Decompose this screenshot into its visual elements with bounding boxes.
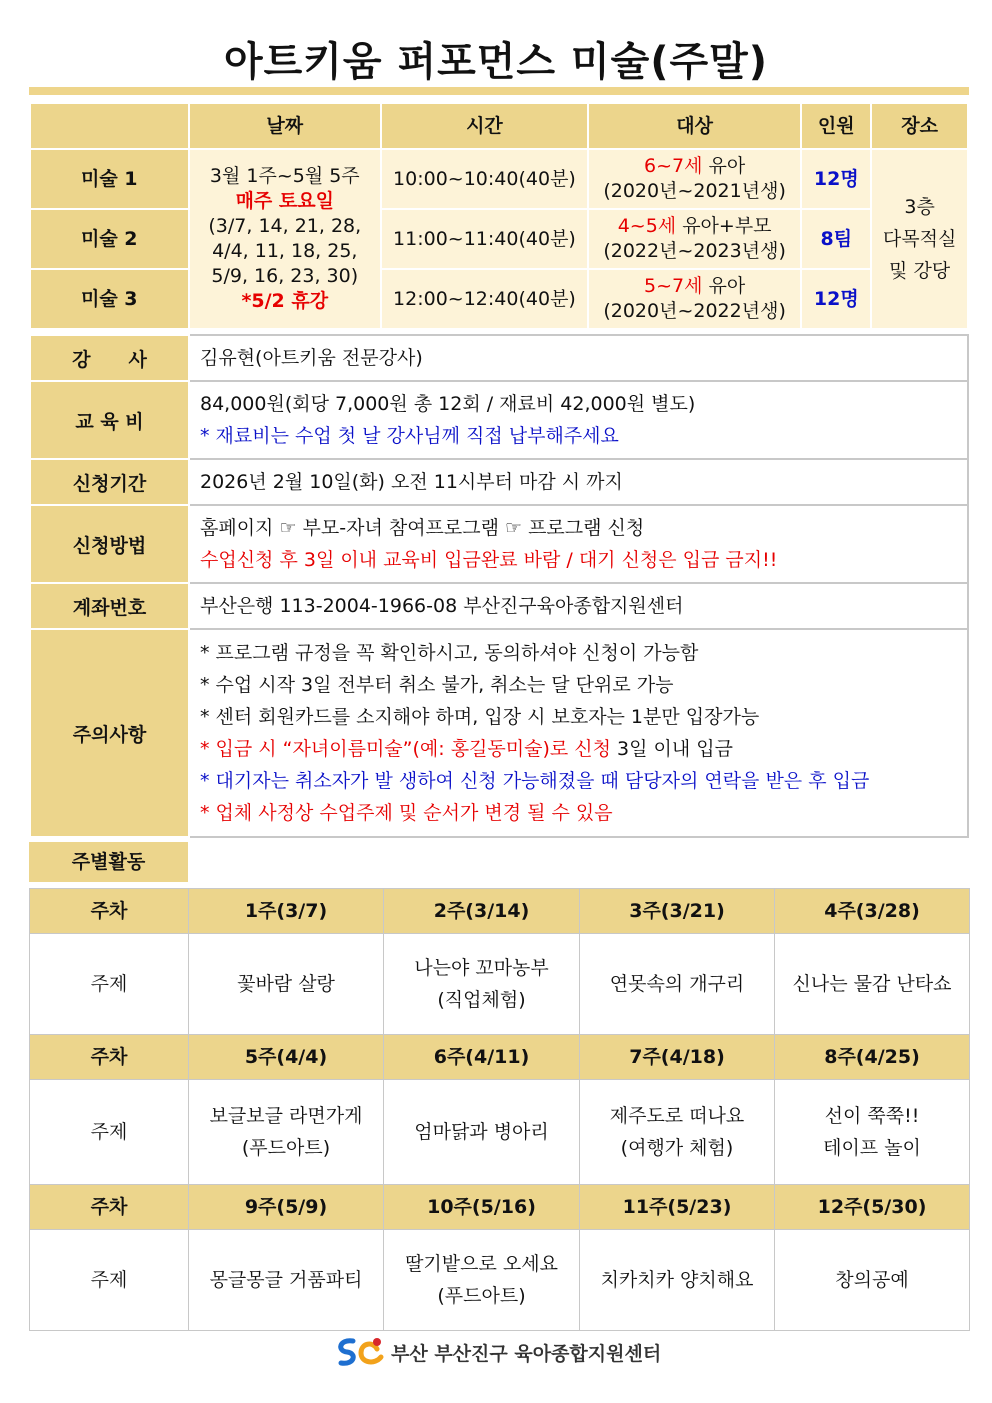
date-list-3: 5/9, 16, 23, 30)	[211, 265, 359, 287]
weekly-section-label: 주별활동	[29, 842, 188, 882]
footer	[333, 1332, 661, 1372]
note-item: * 업체 사정상 수업주제 및 순서가 변경 될 수 있음	[200, 802, 613, 824]
week-header: 7주(4/18)	[580, 1035, 775, 1080]
target-age: 5~7세	[644, 275, 703, 297]
page-title: 아트키움 퍼포먼스 미술(주말)	[223, 39, 769, 85]
note-item: * 프로그램 규정을 꼭 확인하시고, 동의하셔야 신청이 가능함	[200, 642, 699, 664]
topic-cell	[580, 934, 775, 1035]
topic-cell	[189, 934, 384, 1035]
topic-label: 주제	[30, 934, 189, 1035]
notes-label: 주의사항	[30, 629, 189, 837]
topic-line: 꽃바람 살랑	[237, 973, 335, 995]
period-label: 신청기간	[30, 459, 189, 505]
fee-label: 교 육 비	[30, 381, 189, 459]
note-item	[200, 733, 957, 765]
method-note: 수업신청 후 3일 이내 교육비 입금완료 바람 / 대기 신청은 입금 금지!!	[200, 549, 778, 571]
header-date: 날짜	[189, 103, 382, 149]
period-value: 2026년 2월 10일(화) 오전 11시부터 마감 시 까지	[189, 459, 968, 505]
week-header: 8주(4/25)	[775, 1035, 970, 1080]
header-time: 시간	[381, 103, 588, 149]
place-hall: 및 강당	[889, 260, 951, 282]
header-count: 인원	[801, 103, 871, 149]
place-room: 다목적실	[882, 228, 957, 250]
class-time: 12:00~12:40(40분)	[381, 269, 588, 329]
target-birth: (2020년~2021년생)	[603, 180, 786, 202]
topic-line: (푸드아트)	[241, 1137, 331, 1159]
week-header: 12주(5/30)	[775, 1185, 970, 1230]
note-item: * 수업 시작 3일 전부터 취소 불가, 취소는 달 단위로 가능	[200, 674, 674, 696]
method-cell	[189, 505, 968, 583]
target-age: 6~7세	[644, 155, 703, 177]
topic-cell	[384, 934, 580, 1035]
week-header: 6주(4/11)	[384, 1035, 580, 1080]
date-cell	[189, 149, 382, 329]
topic-line: (푸드아트)	[437, 1285, 526, 1307]
date-range: 3월 1주~5월 5주	[209, 165, 360, 187]
class-target	[588, 209, 802, 269]
week-header: 2주(3/14)	[384, 889, 580, 934]
class-time: 11:00~11:40(40분)	[381, 209, 588, 269]
note-rest-part: 3일 이내 입금	[610, 738, 733, 760]
target-type: 유아	[708, 275, 746, 297]
topic-label: 주제	[30, 1230, 189, 1331]
target-type: 유아+부모	[682, 215, 772, 237]
center-logo-icon	[333, 1335, 385, 1369]
notes-cell	[189, 629, 968, 837]
class-target	[588, 149, 802, 209]
date-list-2: 4/4, 11, 18, 25,	[212, 240, 358, 262]
account-value: 부산은행 113-2004-1966-08 부산진구육아종합지원센터	[189, 583, 968, 629]
class-count: 8팀	[801, 209, 871, 269]
footer-text: 부산 부산진구 육아종합지원센터	[391, 1342, 662, 1365]
topic-cell	[189, 1230, 384, 1331]
account-label: 계좌번호	[30, 583, 189, 629]
class-target	[588, 269, 802, 329]
topic-line: (여행가 체험)	[620, 1137, 734, 1159]
class-time: 10:00~10:40(40분)	[381, 149, 588, 209]
topic-cell	[189, 1080, 384, 1185]
target-age: 4~5세	[617, 215, 677, 237]
date-list-1: (3/7, 14, 21, 28,	[208, 215, 362, 237]
fee-note: * 재료비는 수업 첫 날 강사님께 직접 납부해주세요	[200, 425, 619, 447]
week-header: 3주(3/21)	[580, 889, 775, 934]
class-count: 12명	[801, 269, 871, 329]
topic-line: 치카치카 양치해요	[600, 1269, 754, 1291]
weekly-table	[29, 888, 970, 1331]
topic-line: 신나는 물감 난타쇼	[792, 973, 952, 995]
week-label: 주차	[30, 889, 189, 934]
topic-line: 선이 쭉쭉!!	[824, 1105, 920, 1127]
method-value: 홈페이지 ☞ 부모-자녀 참여프로그램 ☞ 프로그램 신청	[200, 517, 645, 539]
place-cell	[871, 149, 968, 329]
topic-line: 몽글몽글 거품파티	[209, 1269, 363, 1291]
topic-line: 테이프 놀이	[823, 1137, 921, 1159]
topic-line: 연못속의 개구리	[609, 973, 745, 995]
target-type: 유아	[708, 155, 746, 177]
topic-cell	[775, 1230, 970, 1331]
title-underline	[29, 87, 969, 95]
topic-cell	[775, 934, 970, 1035]
week-header: 10주(5/16)	[384, 1185, 580, 1230]
date-day: 매주 토요일	[235, 190, 334, 212]
info-table	[29, 334, 969, 838]
header-place: 장소	[871, 103, 968, 149]
topic-line: (직업체험)	[437, 989, 526, 1011]
teacher-value: 김유현(아트키움 전문강사)	[189, 335, 968, 381]
topic-cell	[580, 1230, 775, 1331]
class-count: 12명	[801, 149, 871, 209]
topic-line: 보글보글 라면가게	[209, 1105, 363, 1127]
header-target: 대상	[588, 103, 802, 149]
week-header: 9주(5/9)	[189, 1185, 384, 1230]
note-item: * 대기자는 취소자가 발 생하여 신청 가능해졌을 때 담당자의 연락을 받은 후 입금	[200, 770, 870, 792]
target-birth: (2020년~2022년생)	[603, 300, 786, 322]
target-birth: (2022년~2023년생)	[603, 240, 786, 262]
topic-line: 엄마닭과 병아리	[414, 1121, 549, 1143]
topic-line: 딸기밭으로 오세요	[405, 1253, 558, 1275]
fee-value: 84,000원(회당 7,000원 총 12회 / 재료비 42,000원 별도)	[200, 393, 696, 415]
topic-cell	[580, 1080, 775, 1185]
topic-cell	[775, 1080, 970, 1185]
teacher-label: 강 사	[30, 335, 189, 381]
date-holiday: *5/2 휴강	[241, 290, 329, 312]
header-empty	[30, 103, 189, 149]
place-floor: 3층	[904, 196, 935, 218]
week-label: 주차	[30, 1185, 189, 1230]
topic-cell	[384, 1080, 580, 1185]
method-label: 신청방법	[30, 505, 189, 583]
week-header: 1주(3/7)	[189, 889, 384, 934]
week-label: 주차	[30, 1035, 189, 1080]
topic-line: 제주도로 떠나요	[609, 1105, 745, 1127]
fee-cell	[189, 381, 968, 459]
topic-line: 창의공예	[835, 1269, 909, 1291]
class-name: 미술 3	[30, 269, 189, 329]
note-item: * 센터 회원카드를 소지해야 하며, 입장 시 보호자는 1분만 입장가능	[200, 706, 760, 728]
week-header: 5주(4/4)	[189, 1035, 384, 1080]
topic-cell	[384, 1230, 580, 1331]
topic-line: 나는야 꼬마농부	[414, 957, 549, 979]
schedule-table	[29, 102, 969, 330]
topic-label: 주제	[30, 1080, 189, 1185]
week-header: 11주(5/23)	[580, 1185, 775, 1230]
week-header: 4주(3/28)	[775, 889, 970, 934]
class-name: 미술 1	[30, 149, 189, 209]
class-name: 미술 2	[30, 209, 189, 269]
note-red-part: * 입금 시 “자녀이름미술”(예: 홍길동미술)로 신청	[200, 738, 611, 760]
